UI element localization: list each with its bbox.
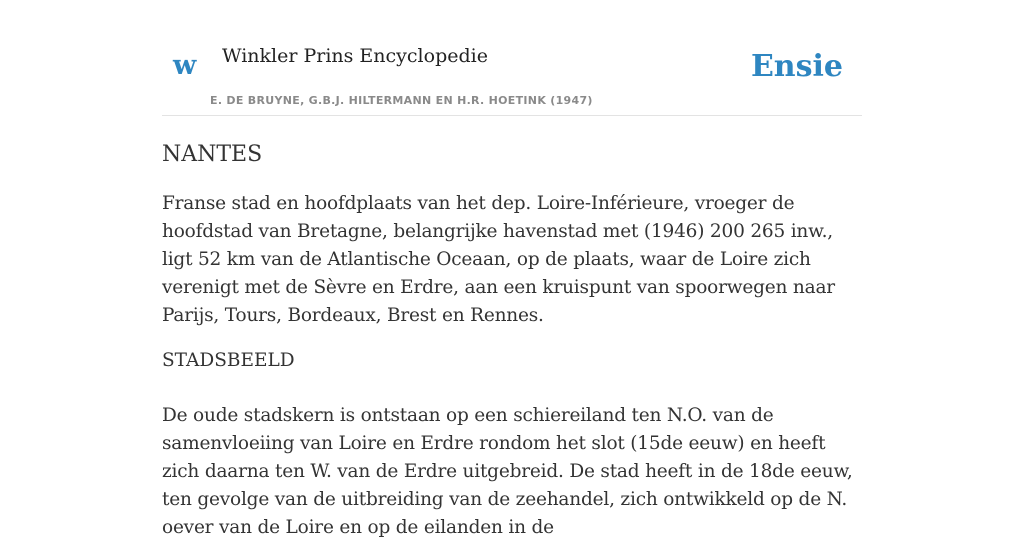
publication-authors: E. DE BRUYNE, G.B.J. HILTERMANN EN H.R. HOETINK (1947) bbox=[210, 94, 593, 107]
header bbox=[162, 0, 862, 116]
article-intro: Franse stad en hoofdplaats van het dep. Loire-Inférieure, vroeger de hoofdstad van Bretagne, belangrijke havenstad met (1946) 200 265 inw., ligt 52 km van de Atlantische Oceaan, op de plaats, waar de Loire zich verenigt met de Sèvre en Erdre, aan een kruispunt van spoorwegen naar Parijs, Tours, Bordeaux, Brest en Rennes. bbox=[162, 193, 835, 326]
section-heading: STADSBEELD bbox=[162, 350, 295, 371]
article-title: NANTES bbox=[162, 142, 263, 167]
section-text: De oude stadskern is ontstaan op een schiereiland ten N.O. van de samenvloeiing van Loire en Erdre rondom het slot (15de eeuw) en heeft zich daarna ten W. van de Erdre uitgebreid. De stad heeft in de 18de eeuw, ten gevolge van de uitbreiding van de zeehandel, zich ontwikkeld op de N. oever van de Loire en op de eilanden in de bbox=[162, 405, 853, 538]
brand-logo[interactable]: Ensie bbox=[750, 49, 843, 84]
publication-logo[interactable]: w bbox=[173, 50, 197, 81]
article bbox=[162, 138, 862, 542]
publication-title[interactable]: Winkler Prins Encyclopedie bbox=[222, 45, 488, 67]
